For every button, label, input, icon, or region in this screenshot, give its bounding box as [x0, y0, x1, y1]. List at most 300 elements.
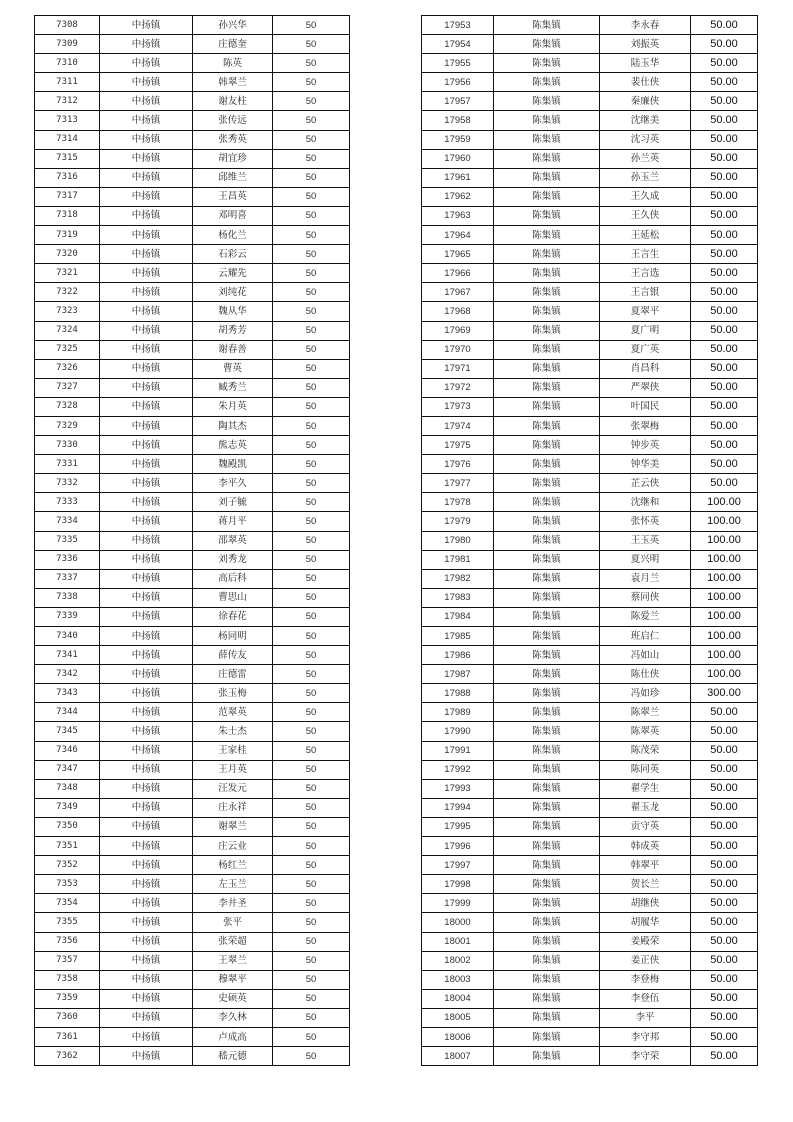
amount-cell: 50.00 [691, 856, 758, 875]
id-cell: 7341 [35, 646, 100, 665]
table-row [422, 894, 758, 913]
amount-cell: 100.00 [691, 493, 758, 512]
table-row [422, 665, 758, 684]
name-cell: 陈仕侠 [600, 665, 691, 684]
id-cell: 7336 [35, 550, 100, 569]
id-cell: 17994 [422, 798, 494, 817]
name-cell: 张翠梅 [600, 416, 691, 435]
table-row [35, 397, 350, 416]
name-cell: 穆翠平 [193, 970, 273, 989]
amount-cell: 50.00 [691, 817, 758, 836]
name-cell: 刘振英 [600, 35, 691, 54]
table-row [35, 913, 350, 932]
table-row [422, 436, 758, 455]
id-cell: 7318 [35, 206, 100, 225]
amount-cell: 50 [273, 607, 350, 626]
amount-cell: 50.00 [691, 397, 758, 416]
town-cell: 陈集镇 [494, 73, 600, 92]
town-cell: 陈集镇 [494, 875, 600, 894]
id-cell: 7313 [35, 111, 100, 130]
id-cell: 17972 [422, 378, 494, 397]
town-cell: 中扬镇 [100, 550, 193, 569]
name-cell: 姜正侠 [600, 951, 691, 970]
table-row [422, 512, 758, 531]
town-cell: 陈集镇 [494, 397, 600, 416]
table-row [35, 569, 350, 588]
id-cell: 7361 [35, 1027, 100, 1046]
name-cell: 张秀英 [193, 130, 273, 149]
table-row [35, 837, 350, 856]
name-cell: 曹英 [193, 359, 273, 378]
town-cell: 陈集镇 [494, 359, 600, 378]
id-cell: 18003 [422, 970, 494, 989]
amount-cell: 50 [273, 436, 350, 455]
id-cell: 7346 [35, 741, 100, 760]
id-cell: 17958 [422, 111, 494, 130]
table-row [422, 168, 758, 187]
table-row [35, 378, 350, 397]
amount-cell: 50 [273, 16, 350, 35]
town-cell: 中扬镇 [100, 416, 193, 435]
town-cell: 陈集镇 [494, 168, 600, 187]
id-cell: 18005 [422, 1008, 494, 1027]
table-row [422, 837, 758, 856]
town-cell: 中扬镇 [100, 932, 193, 951]
id-cell: 7349 [35, 798, 100, 817]
town-cell: 陈集镇 [494, 378, 600, 397]
name-cell: 王昌英 [193, 187, 273, 206]
id-cell: 7340 [35, 627, 100, 646]
id-cell: 7334 [35, 512, 100, 531]
name-cell: 陈翠兰 [600, 703, 691, 722]
town-cell: 中扬镇 [100, 397, 193, 416]
id-cell: 17990 [422, 722, 494, 741]
id-cell: 7335 [35, 531, 100, 550]
amount-cell: 50 [273, 416, 350, 435]
amount-cell: 50 [273, 798, 350, 817]
id-cell: 7338 [35, 588, 100, 607]
id-cell: 7321 [35, 264, 100, 283]
table-row [422, 607, 758, 626]
amount-cell: 50.00 [691, 206, 758, 225]
table-row [422, 569, 758, 588]
name-cell: 夏翠平 [600, 302, 691, 321]
id-cell: 7332 [35, 474, 100, 493]
name-cell: 徐春花 [193, 607, 273, 626]
table-row [35, 1047, 350, 1066]
id-cell: 7309 [35, 35, 100, 54]
table-row [422, 798, 758, 817]
table-row [422, 397, 758, 416]
name-cell: 薛传友 [193, 646, 273, 665]
amount-cell: 50 [273, 168, 350, 187]
amount-cell: 50 [273, 264, 350, 283]
name-cell: 王久成 [600, 187, 691, 206]
town-cell: 中扬镇 [100, 16, 193, 35]
table-row [422, 703, 758, 722]
name-cell: 夏兴明 [600, 550, 691, 569]
name-cell: 谢友柱 [193, 92, 273, 111]
amount-cell: 50 [273, 970, 350, 989]
town-cell: 中扬镇 [100, 92, 193, 111]
name-cell: 蔡同侠 [600, 588, 691, 607]
table-row [35, 168, 350, 187]
table-row [422, 206, 758, 225]
amount-cell: 50 [273, 627, 350, 646]
town-cell: 中扬镇 [100, 493, 193, 512]
table-row [35, 607, 350, 626]
amount-cell: 50.00 [691, 16, 758, 35]
town-cell: 中扬镇 [100, 970, 193, 989]
town-cell: 中扬镇 [100, 722, 193, 741]
amount-cell: 50.00 [691, 875, 758, 894]
town-cell: 中扬镇 [100, 894, 193, 913]
id-cell: 18006 [422, 1027, 494, 1046]
table-row [422, 321, 758, 340]
amount-cell: 50 [273, 1047, 350, 1066]
table-row [422, 35, 758, 54]
id-cell: 7330 [35, 436, 100, 455]
table-row [422, 627, 758, 646]
id-cell: 7328 [35, 397, 100, 416]
table-row [422, 54, 758, 73]
town-cell: 陈集镇 [494, 302, 600, 321]
amount-cell: 50 [273, 359, 350, 378]
amount-cell: 50.00 [691, 54, 758, 73]
name-cell: 孙兴华 [193, 16, 273, 35]
table-row [422, 245, 758, 264]
amount-cell: 50.00 [691, 73, 758, 92]
name-cell: 李登伍 [600, 989, 691, 1008]
amount-cell: 50.00 [691, 436, 758, 455]
name-cell: 王言选 [600, 264, 691, 283]
id-cell: 17971 [422, 359, 494, 378]
name-cell: 李永春 [600, 16, 691, 35]
table-row [35, 340, 350, 359]
town-cell: 陈集镇 [494, 665, 600, 684]
id-cell: 17981 [422, 550, 494, 569]
amount-cell: 50.00 [691, 474, 758, 493]
town-cell: 中扬镇 [100, 1027, 193, 1046]
amount-cell: 50.00 [691, 1027, 758, 1046]
town-cell: 陈集镇 [494, 187, 600, 206]
id-cell: 17973 [422, 397, 494, 416]
id-cell: 7329 [35, 416, 100, 435]
town-cell: 中扬镇 [100, 741, 193, 760]
town-cell: 中扬镇 [100, 187, 193, 206]
name-cell: 钟华美 [600, 455, 691, 474]
name-cell: 孙玉兰 [600, 168, 691, 187]
name-cell: 左玉兰 [193, 875, 273, 894]
name-cell: 陈同英 [600, 760, 691, 779]
id-cell: 7351 [35, 837, 100, 856]
name-cell: 王延松 [600, 226, 691, 245]
town-cell: 中扬镇 [100, 340, 193, 359]
id-cell: 7359 [35, 989, 100, 1008]
town-cell: 陈集镇 [494, 111, 600, 130]
id-cell: 17968 [422, 302, 494, 321]
name-cell: 李井圣 [193, 894, 273, 913]
name-cell: 严翠侠 [600, 378, 691, 397]
id-cell: 17967 [422, 283, 494, 302]
table-row [35, 111, 350, 130]
amount-cell: 50 [273, 856, 350, 875]
name-cell: 沈继和 [600, 493, 691, 512]
table-row [35, 436, 350, 455]
town-cell: 陈集镇 [494, 264, 600, 283]
table-row [422, 741, 758, 760]
id-cell: 7356 [35, 932, 100, 951]
town-cell: 陈集镇 [494, 1027, 600, 1046]
town-cell: 中扬镇 [100, 54, 193, 73]
name-cell: 姜殿荣 [600, 932, 691, 951]
amount-cell: 50.00 [691, 416, 758, 435]
town-cell: 中扬镇 [100, 512, 193, 531]
town-cell: 陈集镇 [494, 149, 600, 168]
name-cell: 陶其杰 [193, 416, 273, 435]
town-cell: 陈集镇 [494, 416, 600, 435]
table-row [422, 359, 758, 378]
table-row [35, 493, 350, 512]
town-cell: 中扬镇 [100, 474, 193, 493]
town-cell: 陈集镇 [494, 684, 600, 703]
town-cell: 中扬镇 [100, 779, 193, 798]
table-row [422, 302, 758, 321]
id-cell: 17991 [422, 741, 494, 760]
town-cell: 陈集镇 [494, 837, 600, 856]
table-row [422, 416, 758, 435]
id-cell: 7348 [35, 779, 100, 798]
town-cell: 陈集镇 [494, 913, 600, 932]
left-table [34, 15, 350, 1066]
name-cell: 王言生 [600, 245, 691, 264]
town-cell: 中扬镇 [100, 206, 193, 225]
table-row [35, 321, 350, 340]
table-row [422, 779, 758, 798]
id-cell: 7358 [35, 970, 100, 989]
amount-cell: 50.00 [691, 703, 758, 722]
id-cell: 17982 [422, 569, 494, 588]
table-row [35, 1008, 350, 1027]
amount-cell: 50.00 [691, 798, 758, 817]
name-cell: 袁月兰 [600, 569, 691, 588]
town-cell: 陈集镇 [494, 703, 600, 722]
town-cell: 中扬镇 [100, 226, 193, 245]
table-row [422, 932, 758, 951]
table-row [422, 646, 758, 665]
town-cell: 陈集镇 [494, 779, 600, 798]
town-cell: 陈集镇 [494, 1008, 600, 1027]
name-cell: 芷云侠 [600, 474, 691, 493]
amount-cell: 50 [273, 817, 350, 836]
town-cell: 中扬镇 [100, 837, 193, 856]
id-cell: 7333 [35, 493, 100, 512]
name-cell: 杨化兰 [193, 226, 273, 245]
id-cell: 7339 [35, 607, 100, 626]
id-cell: 7314 [35, 130, 100, 149]
amount-cell: 50.00 [691, 35, 758, 54]
table-row [422, 16, 758, 35]
town-cell: 中扬镇 [100, 798, 193, 817]
left-table-body [35, 16, 350, 1066]
id-cell: 7322 [35, 283, 100, 302]
name-cell: 胡继侠 [600, 894, 691, 913]
id-cell: 7315 [35, 149, 100, 168]
id-cell: 7360 [35, 1008, 100, 1027]
id-cell: 7316 [35, 168, 100, 187]
id-cell: 7350 [35, 817, 100, 836]
id-cell: 7331 [35, 455, 100, 474]
amount-cell: 50 [273, 474, 350, 493]
amount-cell: 50 [273, 932, 350, 951]
name-cell: 谢春善 [193, 340, 273, 359]
table-row [422, 951, 758, 970]
name-cell: 肖昌科 [600, 359, 691, 378]
id-cell: 7352 [35, 856, 100, 875]
name-cell: 王月英 [193, 760, 273, 779]
id-cell: 7344 [35, 703, 100, 722]
id-cell: 7323 [35, 302, 100, 321]
id-cell: 17956 [422, 73, 494, 92]
id-cell: 17970 [422, 340, 494, 359]
table-row [35, 226, 350, 245]
amount-cell: 50 [273, 397, 350, 416]
id-cell: 17989 [422, 703, 494, 722]
amount-cell: 50 [273, 1008, 350, 1027]
table-row [35, 760, 350, 779]
amount-cell: 50.00 [691, 378, 758, 397]
town-cell: 陈集镇 [494, 894, 600, 913]
id-cell: 17997 [422, 856, 494, 875]
table-row [35, 187, 350, 206]
amount-cell: 50 [273, 951, 350, 970]
amount-cell: 50.00 [691, 989, 758, 1008]
id-cell: 7324 [35, 321, 100, 340]
name-cell: 钟步英 [600, 436, 691, 455]
town-cell: 陈集镇 [494, 493, 600, 512]
id-cell: 17966 [422, 264, 494, 283]
id-cell: 17993 [422, 779, 494, 798]
id-cell: 18001 [422, 932, 494, 951]
right-table [421, 15, 758, 1066]
amount-cell: 50 [273, 302, 350, 321]
town-cell: 陈集镇 [494, 627, 600, 646]
town-cell: 中扬镇 [100, 856, 193, 875]
name-cell: 卢成高 [193, 1027, 273, 1046]
amount-cell: 50 [273, 722, 350, 741]
town-cell: 陈集镇 [494, 970, 600, 989]
amount-cell: 50.00 [691, 1047, 758, 1066]
amount-cell: 50.00 [691, 722, 758, 741]
amount-cell: 50 [273, 206, 350, 225]
amount-cell: 50.00 [691, 359, 758, 378]
name-cell: 朱士杰 [193, 722, 273, 741]
town-cell: 中扬镇 [100, 245, 193, 264]
name-cell: 韩成英 [600, 837, 691, 856]
town-cell: 陈集镇 [494, 607, 600, 626]
id-cell: 17996 [422, 837, 494, 856]
table-row [35, 741, 350, 760]
table-row [35, 722, 350, 741]
town-cell: 中扬镇 [100, 760, 193, 779]
amount-cell: 50 [273, 130, 350, 149]
name-cell: 魏从华 [193, 302, 273, 321]
amount-cell: 50 [273, 684, 350, 703]
amount-cell: 50.00 [691, 970, 758, 989]
amount-cell: 50 [273, 378, 350, 397]
name-cell: 裴仕侠 [600, 73, 691, 92]
name-cell: 李平 [600, 1008, 691, 1027]
town-cell: 陈集镇 [494, 512, 600, 531]
name-cell: 嵇元德 [193, 1047, 273, 1066]
id-cell: 7353 [35, 875, 100, 894]
amount-cell: 100.00 [691, 588, 758, 607]
table-row [35, 283, 350, 302]
id-cell: 17987 [422, 665, 494, 684]
amount-cell: 50 [273, 894, 350, 913]
town-cell: 中扬镇 [100, 73, 193, 92]
amount-cell: 50 [273, 569, 350, 588]
town-cell: 中扬镇 [100, 913, 193, 932]
town-cell: 陈集镇 [494, 817, 600, 836]
amount-cell: 50.00 [691, 1008, 758, 1027]
name-cell: 胡宜珍 [193, 149, 273, 168]
amount-cell: 50.00 [691, 837, 758, 856]
table-row [422, 340, 758, 359]
name-cell: 蒋月平 [193, 512, 273, 531]
id-cell: 17992 [422, 760, 494, 779]
table-row [35, 245, 350, 264]
name-cell: 班启仁 [600, 627, 691, 646]
table-row [35, 627, 350, 646]
table-row [35, 206, 350, 225]
name-cell: 李守邦 [600, 1027, 691, 1046]
name-cell: 王久侠 [600, 206, 691, 225]
table-row [422, 226, 758, 245]
table-row [35, 416, 350, 435]
amount-cell: 50 [273, 703, 350, 722]
name-cell: 杨同明 [193, 627, 273, 646]
id-cell: 17975 [422, 436, 494, 455]
amount-cell: 50.00 [691, 913, 758, 932]
id-cell: 7337 [35, 569, 100, 588]
name-cell: 夏广明 [600, 321, 691, 340]
name-cell: 刘纯花 [193, 283, 273, 302]
name-cell: 韩翠平 [600, 856, 691, 875]
id-cell: 17962 [422, 187, 494, 206]
amount-cell: 50.00 [691, 245, 758, 264]
id-cell: 17965 [422, 245, 494, 264]
name-cell: 杨红兰 [193, 856, 273, 875]
amount-cell: 100.00 [691, 531, 758, 550]
amount-cell: 100.00 [691, 646, 758, 665]
id-cell: 17957 [422, 92, 494, 111]
name-cell: 韩翠兰 [193, 73, 273, 92]
table-row [35, 646, 350, 665]
town-cell: 中扬镇 [100, 684, 193, 703]
name-cell: 陈茂荣 [600, 741, 691, 760]
id-cell: 7311 [35, 73, 100, 92]
table-row [422, 684, 758, 703]
town-cell: 中扬镇 [100, 989, 193, 1008]
table-row [35, 359, 350, 378]
table-row [35, 264, 350, 283]
name-cell: 翟玉龙 [600, 798, 691, 817]
amount-cell: 50 [273, 226, 350, 245]
table-row [35, 817, 350, 836]
amount-cell: 300.00 [691, 684, 758, 703]
amount-cell: 50.00 [691, 264, 758, 283]
